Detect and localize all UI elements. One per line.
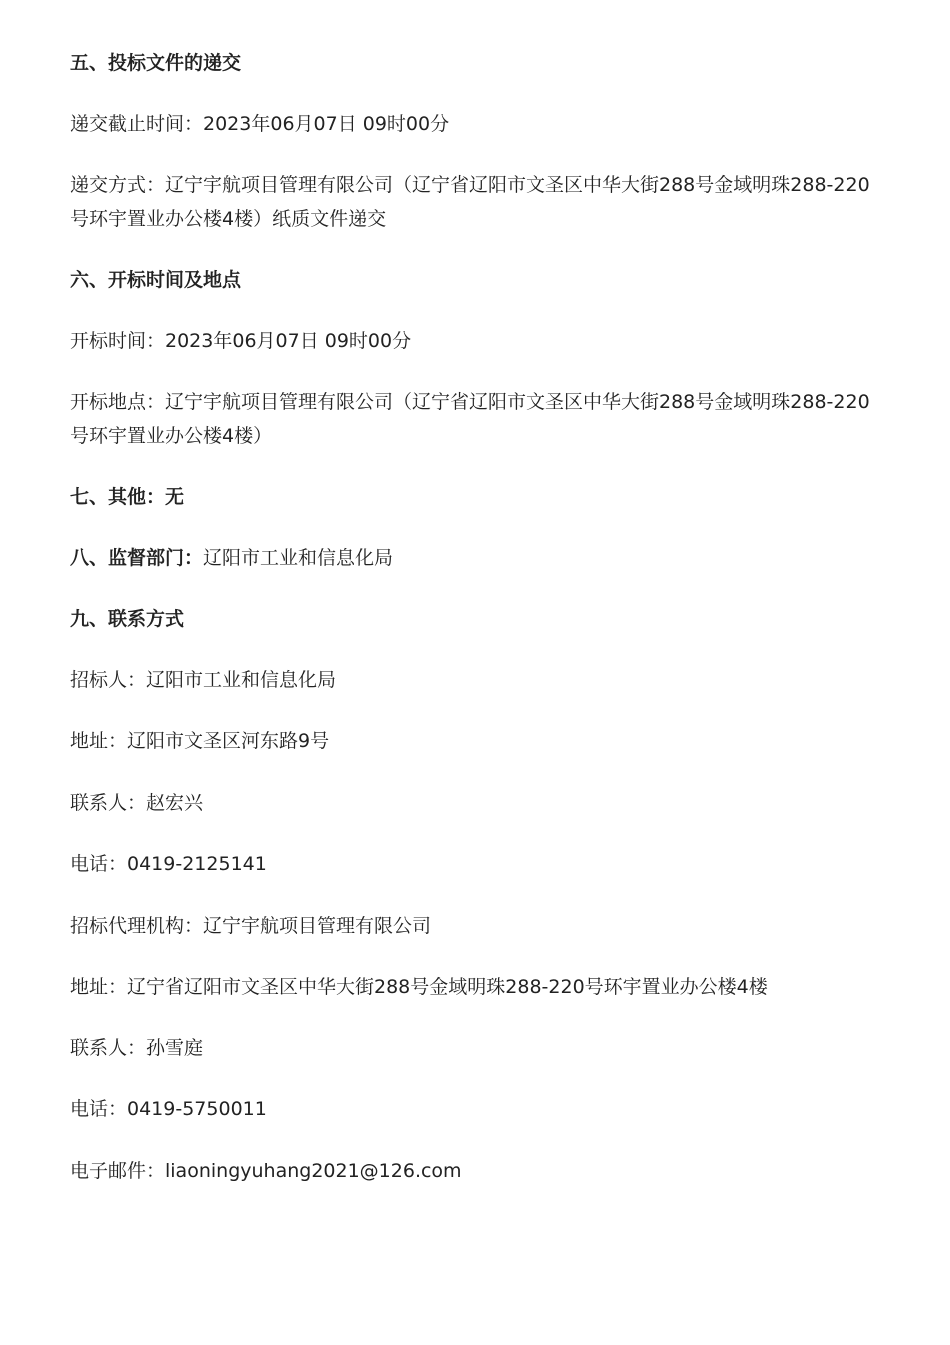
agency-address: 地址：辽宁省辽阳市文圣区中华大街288号金域明珠288-220号环宇置业办公楼4楼 xyxy=(70,976,768,998)
section-heading-submission: 五、投标文件的递交 xyxy=(70,52,242,74)
section-heading-other: 七、其他：无 xyxy=(70,486,185,508)
submission-method: 递交方式：辽宁宇航项目管理有限公司（辽宁省辽阳市文圣区中华大街288号金域明珠288-220号环宇置业办公楼4楼）纸质文件递交 xyxy=(70,174,870,230)
agency-name: 招标代理机构：辽宁宇航项目管理有限公司 xyxy=(70,915,432,937)
section-heading-supervision: 八、监督部门： xyxy=(70,547,204,569)
submission-deadline: 递交截止时间：2023年06月07日 09时00分 xyxy=(70,113,450,135)
tenderer-address: 地址：辽阳市文圣区河东路9号 xyxy=(70,730,330,752)
section-heading-contact: 九、联系方式 xyxy=(70,608,185,630)
supervision-department: 辽阳市工业和信息化局 xyxy=(203,547,394,569)
agency-phone: 电话：0419-5750011 xyxy=(70,1098,267,1120)
tenderer-phone: 电话：0419-2125141 xyxy=(70,853,267,875)
section-heading-opening: 六、开标时间及地点 xyxy=(70,269,242,291)
agency-email: 电子邮件：liaoningyuhang2021@126.com xyxy=(70,1160,462,1182)
agency-contact-person: 联系人：孙雪庭 xyxy=(70,1037,204,1059)
tenderer: 招标人：辽阳市工业和信息化局 xyxy=(70,669,337,691)
opening-time: 开标时间：2023年06月07日 09时00分 xyxy=(70,330,412,352)
opening-place: 开标地点：辽宁宇航项目管理有限公司（辽宁省辽阳市文圣区中华大街288号金域明珠288-220号环宇置业办公楼4楼） xyxy=(70,391,870,447)
tenderer-contact-person: 联系人：赵宏兴 xyxy=(70,792,204,814)
supervision-line xyxy=(70,541,393,575)
